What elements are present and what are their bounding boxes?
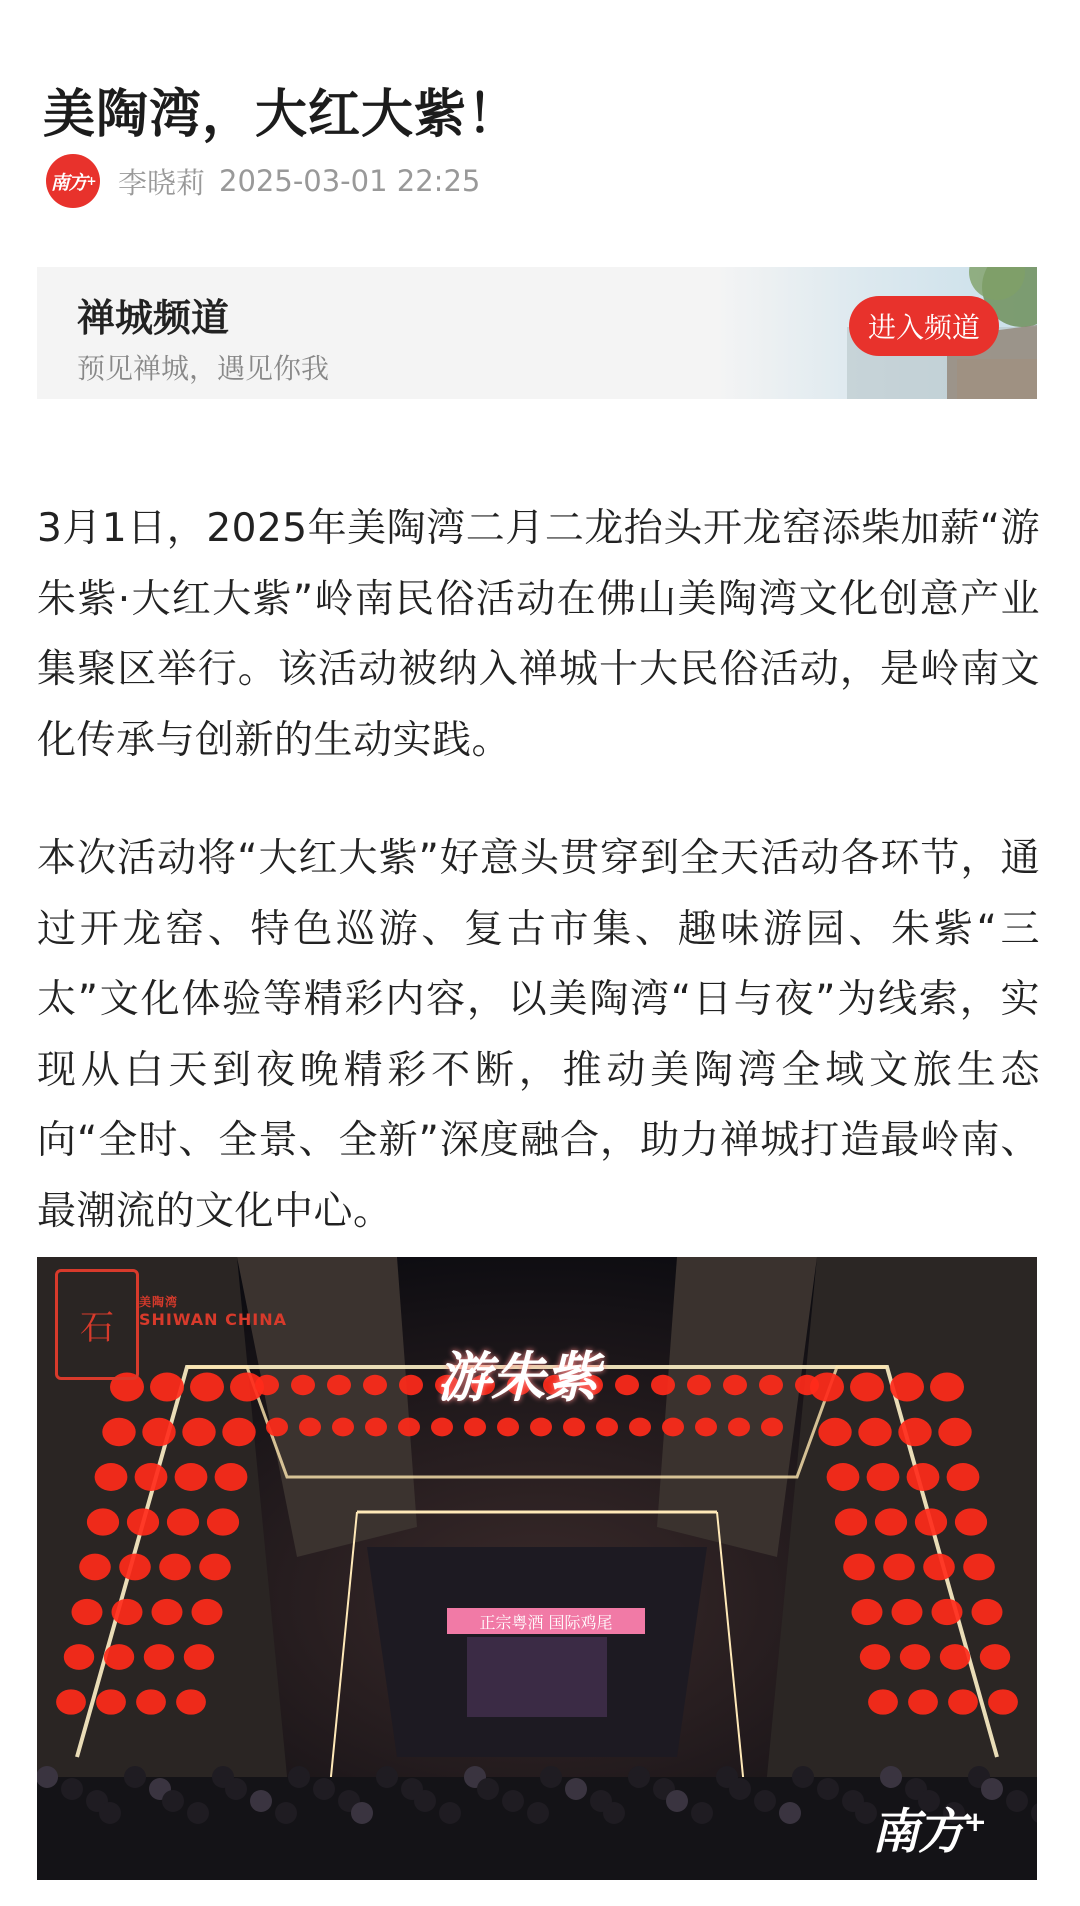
lantern: [431, 1418, 453, 1437]
lantern: [222, 1418, 255, 1446]
crowd-head: [880, 1766, 902, 1788]
lantern: [363, 1375, 387, 1395]
lantern: [175, 1463, 208, 1491]
lantern: [761, 1418, 783, 1437]
lantern: [327, 1375, 351, 1395]
lantern: [299, 1418, 321, 1437]
crowd-head: [779, 1802, 801, 1824]
crowd-head: [376, 1766, 398, 1788]
lantern: [112, 1599, 143, 1625]
lantern: [908, 1689, 938, 1714]
lantern: [136, 1689, 166, 1714]
lantern: [852, 1599, 883, 1625]
article-photo[interactable]: [37, 1257, 1037, 1880]
publish-time: 2025-03-01 22:25: [219, 164, 481, 198]
lantern: [56, 1689, 86, 1714]
crowd-head: [313, 1778, 335, 1800]
lantern: [182, 1418, 215, 1446]
article-title: 美陶湾，大红大紫！: [43, 84, 521, 145]
lantern: [930, 1373, 964, 1402]
lantern: [95, 1463, 128, 1491]
lantern: [907, 1463, 940, 1491]
crowd-head: [540, 1766, 562, 1788]
enter-channel-button[interactable]: 进入频道: [849, 296, 999, 356]
crowd-head: [729, 1778, 751, 1800]
event-title-sign: 游朱紫: [437, 1346, 599, 1409]
crowd-head: [124, 1766, 146, 1788]
crowd-head: [666, 1790, 688, 1812]
lantern: [190, 1373, 224, 1402]
lantern: [615, 1375, 639, 1395]
avatar-logo-text: 南方: [50, 171, 87, 194]
lantern: [972, 1599, 1003, 1625]
lantern: [867, 1463, 900, 1491]
crowd-head: [187, 1802, 209, 1824]
lantern: [723, 1375, 747, 1395]
lantern: [827, 1463, 860, 1491]
lantern: [79, 1554, 111, 1581]
lantern: [818, 1418, 851, 1446]
lantern: [651, 1375, 675, 1395]
lantern: [87, 1508, 119, 1535]
article-paragraph-2: 本次活动将“大红大紫”好意头贯穿到全天活动各环节，通过开龙窑、特色巡游、复古市集、趣味游园、朱紫“三太”文化体验等精彩内容，以美陶湾“日与夜”为线索，实现从白天到夜晚精彩不断，推动美陶湾全域文旅生态向“全时、全景、全新”深度融合，助力禅城打造最岭南、最潮流的文化中心。: [37, 836, 1040, 1234]
lantern: [759, 1375, 783, 1395]
lantern: [858, 1418, 891, 1446]
lantern: [915, 1508, 947, 1535]
lantern: [291, 1375, 315, 1395]
shiwan-logo-text: [139, 1293, 287, 1329]
lantern: [988, 1689, 1018, 1714]
lantern: [142, 1418, 175, 1446]
shiwan-logo-name: 美陶湾: [139, 1295, 179, 1309]
author-name[interactable]: 李晓莉: [118, 165, 206, 200]
lantern: [940, 1644, 970, 1670]
lantern: [399, 1375, 423, 1395]
lantern: [662, 1418, 684, 1437]
lantern: [563, 1418, 585, 1437]
crowd-head: [792, 1766, 814, 1788]
lantern: [104, 1644, 134, 1670]
crowd-head: [754, 1790, 776, 1812]
lantern: [868, 1689, 898, 1714]
lantern: [530, 1418, 552, 1437]
lantern: [159, 1554, 191, 1581]
alley-banner: 正宗粤酒 国际鸡尾: [447, 1608, 645, 1634]
lantern: [199, 1554, 231, 1581]
lantern: [255, 1375, 279, 1395]
crowd-head: [250, 1790, 272, 1812]
lantern: [932, 1599, 963, 1625]
lantern: [892, 1599, 923, 1625]
lantern: [947, 1463, 980, 1491]
lantern: [135, 1463, 168, 1491]
lantern: [898, 1418, 931, 1446]
lantern: [938, 1418, 971, 1446]
lantern: [464, 1418, 486, 1437]
crowd-head: [99, 1802, 121, 1824]
watermark-plus: +: [963, 1805, 985, 1838]
crowd-head: [61, 1778, 83, 1800]
crowd-head: [603, 1802, 625, 1824]
crowd-head: [414, 1790, 436, 1812]
lantern: [72, 1599, 103, 1625]
crowd-head: [1006, 1790, 1028, 1812]
crowd-head: [162, 1790, 184, 1812]
lantern: [184, 1644, 214, 1670]
lantern: [795, 1375, 819, 1395]
lantern: [167, 1508, 199, 1535]
watermark-text: 南方: [871, 1804, 964, 1860]
publisher-avatar[interactable]: [46, 154, 100, 208]
shiwan-logo-english: SHIWAN CHINA: [139, 1310, 287, 1329]
crowd-head: [275, 1802, 297, 1824]
lantern: [629, 1418, 651, 1437]
lantern: [127, 1508, 159, 1535]
lantern: [150, 1373, 184, 1402]
crowd-head: [439, 1802, 461, 1824]
lantern: [144, 1644, 174, 1670]
crowd-head: [288, 1766, 310, 1788]
crowd-head: [225, 1778, 247, 1800]
lantern: [102, 1418, 135, 1446]
crowd-head: [565, 1778, 587, 1800]
lantern: [596, 1418, 618, 1437]
lantern: [215, 1463, 248, 1491]
lantern: [96, 1689, 126, 1714]
lantern: [980, 1644, 1010, 1670]
lantern: [687, 1375, 711, 1395]
lantern: [398, 1418, 420, 1437]
crowd-head: [37, 1766, 58, 1788]
lantern: [266, 1418, 288, 1437]
lantern: [963, 1554, 995, 1581]
lantern: [332, 1418, 354, 1437]
lantern: [875, 1508, 907, 1535]
crowd-head: [691, 1802, 713, 1824]
lantern: [850, 1373, 884, 1402]
lantern: [955, 1508, 987, 1535]
article-paragraph-1: 3月1日，2025年美陶湾二月二龙抬头开龙窑添柴加薪“游朱紫·大红大紫”岭南民俗活动在佛山美陶湾文化创意产业集聚区举行。该活动被纳入禅城十大民俗活动，是岭南文化传承与创新的生动实践。: [37, 506, 1040, 763]
lantern: [176, 1689, 206, 1714]
channel-name: 禅城频道: [77, 296, 230, 340]
lantern: [64, 1644, 94, 1670]
lantern: [860, 1644, 890, 1670]
lantern: [843, 1554, 875, 1581]
lantern: [192, 1599, 223, 1625]
crowd-head: [817, 1778, 839, 1800]
crowd-head: [351, 1802, 373, 1824]
nanfang-watermark: [872, 1793, 985, 1862]
channel-card[interactable]: [37, 267, 1037, 399]
lantern: [900, 1644, 930, 1670]
crowd-head: [502, 1790, 524, 1812]
shiwan-logo-badge: 石: [55, 1269, 139, 1380]
lantern: [923, 1554, 955, 1581]
lantern: [119, 1554, 151, 1581]
avatar-logo-plus: +: [86, 174, 96, 188]
crowd-head: [477, 1778, 499, 1800]
lantern: [207, 1508, 239, 1535]
lantern: [890, 1373, 924, 1402]
lantern: [728, 1418, 750, 1437]
article-meta: [46, 153, 480, 209]
lantern: [883, 1554, 915, 1581]
channel-slogan: 预见禅城，遇见你我: [77, 352, 330, 385]
crowd-head: [527, 1802, 549, 1824]
crowd-head: [628, 1766, 650, 1788]
lantern: [497, 1418, 519, 1437]
lantern: [695, 1418, 717, 1437]
lantern: [835, 1508, 867, 1535]
lantern: [152, 1599, 183, 1625]
lantern: [365, 1418, 387, 1437]
lantern: [948, 1689, 978, 1714]
